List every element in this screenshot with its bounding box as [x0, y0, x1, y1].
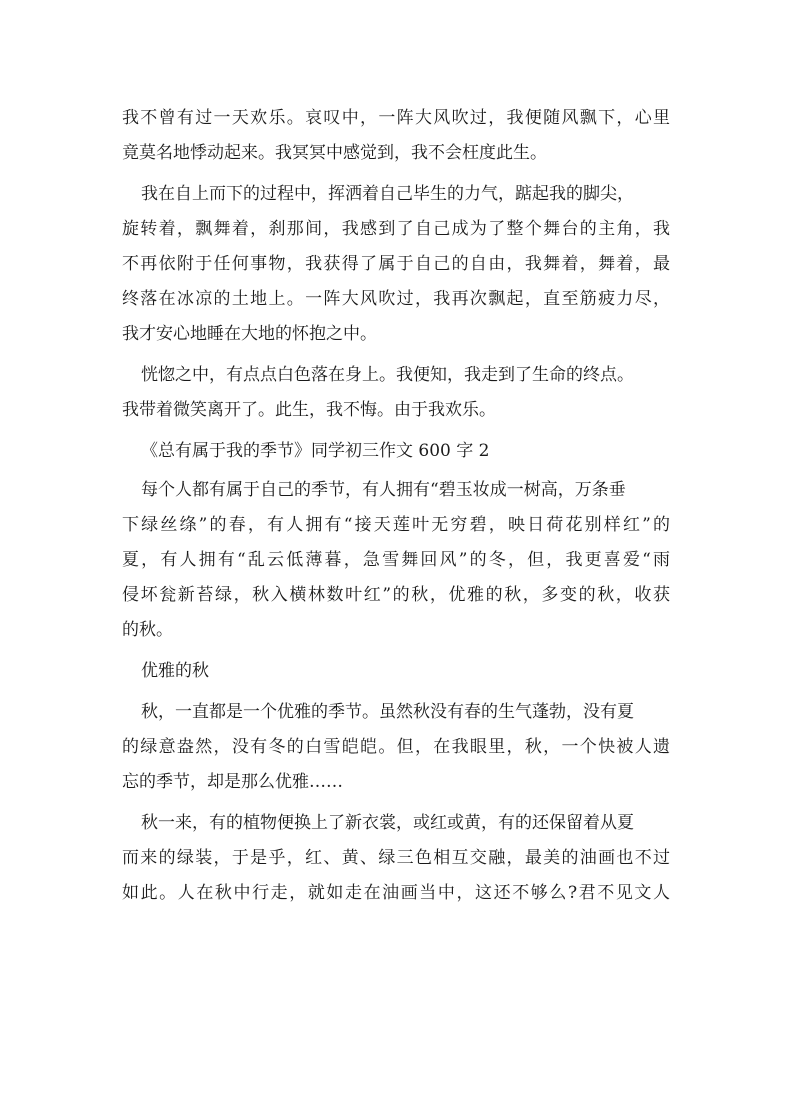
- text-line: 我才安心地睡在大地的怀抱之中。: [122, 324, 377, 344]
- text-line: 我不曾有过一天欢乐。哀叹中，一阵大风吹过，我便随风飘下，心里: [122, 108, 670, 128]
- section-heading: 优雅的秋: [141, 661, 209, 681]
- text-line: 侵坏瓮新苔绿，秋入横林数叶红”的秋，优雅的秋，多变的秋，收获: [122, 585, 670, 605]
- essay-title: 《总有属于我的季节》同学初三作文 600 字 2: [141, 441, 490, 461]
- text-line: 秋一来，有的植物便换上了新衣裳，或红或黄，有的还保留着从夏: [141, 813, 634, 833]
- text-line: 的秋。: [122, 620, 173, 640]
- text-line: 的绿意盎然，没有冬的白雪皑皑。但，在我眼里，秋，一个快被人遗: [122, 737, 670, 757]
- text-line: 旋转着，飘舞着，刹那间，我感到了自己成为了整个舞台的主角，我: [122, 219, 670, 239]
- text-line: 恍惚之中，有点点白色落在身上。我便知，我走到了生命的终点。: [141, 365, 634, 385]
- text-line: 秋，一直都是一个优雅的季节。虽然秋没有春的生气蓬勃，没有夏: [141, 702, 634, 722]
- text-line: 每个人都有属于自己的季节，有人拥有“碧玉妆成一树高，万条垂: [141, 480, 626, 500]
- text-line: 忘的季节，却是那么优雅……: [122, 772, 343, 792]
- text-line: 下绿丝绦”的春，有人拥有“接天莲叶无穷碧，映日荷花别样红”的: [122, 515, 670, 535]
- text-line: 我在自上而下的过程中，挥洒着自己毕生的力气，踮起我的脚尖，: [141, 184, 634, 204]
- text-line: 夏，有人拥有“乱云低薄暮，急雪舞回风”的冬，但，我更喜爱“雨: [122, 550, 670, 570]
- text-line: 如此。人在秋中行走，就如走在油画当中，这还不够么?君不见文人: [122, 883, 670, 903]
- text-line: 不再依附于任何事物，我获得了属于自己的自由，我舞着，舞着，最: [122, 254, 670, 274]
- text-line: 竟莫名地悸动起来。我冥冥中感觉到，我不会枉度此生。: [122, 143, 547, 163]
- text-line: 终落在冰凉的土地上。一阵大风吹过，我再次飘起，直至筋疲力尽，: [122, 289, 670, 309]
- text-line: 而来的绿装，于是乎，红、黄、绿三色相互交融，最美的油画也不过: [122, 848, 670, 868]
- document-page: [122, 101, 678, 911]
- text-line: 我带着微笑离开了。此生，我不悔。由于我欢乐。: [122, 400, 496, 420]
